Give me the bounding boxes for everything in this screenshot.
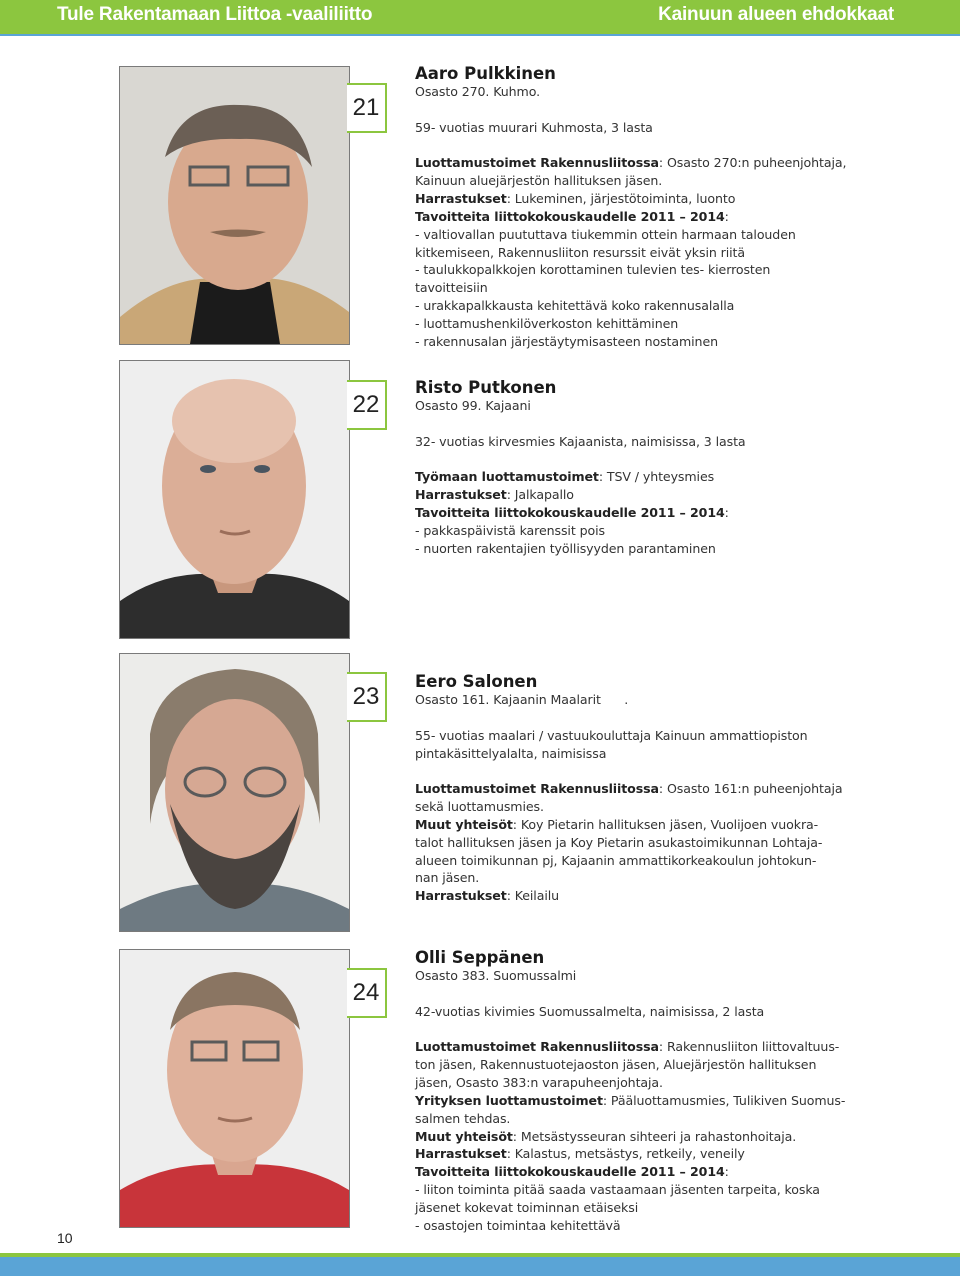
- company-line: salmen tehdas.: [415, 1110, 511, 1126]
- goal-line: - nuorten rakentajien työllisyyden parantaminen: [415, 540, 716, 556]
- header-right-title: Kainuun alueen ehdokkaat: [658, 4, 894, 25]
- candidate-info-olli-seppanen: [415, 948, 935, 1235]
- other-line: nan jäsen.: [415, 870, 480, 886]
- goals-heading: Tavoitteita liittokokouskaudelle 2011 – 2014:: [415, 1164, 729, 1180]
- candidate-info-aaro-pulkkinen: [415, 64, 935, 351]
- candidate-photo-aaro-pulkkinen: [119, 66, 350, 345]
- hobbies-label: Harrastukset: [415, 888, 507, 904]
- candidate-bio: 55- vuotias maalari / vastuukouluttaja Kainuun ammattiopiston: [415, 727, 808, 743]
- candidate-number-badge: 21: [347, 83, 387, 133]
- goal-line: - luottamushenkilöverkoston kehittäminen: [415, 315, 679, 331]
- other-line: talot hallituksen jäsen ja Koy Pietarin asukastoimikunnan Lohtaja-: [415, 834, 823, 850]
- hobbies-line: Harrastukset: Kalastus, metsästys, retkeily, veneily: [415, 1146, 745, 1162]
- roles-label: Työmaan luottamustoimet: [415, 469, 599, 485]
- candidate-name: Risto Putkonen: [415, 378, 557, 397]
- other-label: Muut yhteisöt: [415, 816, 513, 832]
- other-label: Muut yhteisöt: [415, 1128, 513, 1144]
- roles-label: Luottamustoimet Rakennusliitossa: [415, 781, 659, 797]
- goal-line: jäsenet kokevat toiminnan etäiseksi: [415, 1199, 639, 1215]
- candidate-number-badge: 23: [347, 672, 387, 722]
- candidate-photo-olli-seppanen: [119, 949, 350, 1228]
- page-number: 10: [57, 1230, 73, 1246]
- goal-line: - valtiovallan puututtava tiukemmin ottein harmaan talouden: [415, 226, 796, 242]
- header-divider: [0, 34, 960, 36]
- candidate-photo-risto-putkonen: [119, 360, 350, 639]
- goal-line: - pakkaspäivistä karenssit pois: [415, 522, 605, 538]
- other-line: alueen toimikunnan pj, Kajaanin ammattikorkeakoulun johtokun-: [415, 852, 817, 868]
- roles-line: Luottamustoimet Rakennusliitossa: Osasto 270:n puheenjohtaja,: [415, 155, 847, 171]
- candidate-info-eero-salonen: [415, 672, 935, 905]
- roles-line: Työmaan luottamustoimet: TSV / yhteysmies: [415, 469, 715, 485]
- candidate-bio: 32- vuotias kirvesmies Kajaanista, naimisissa, 3 lasta: [415, 433, 746, 449]
- hobbies-line: Harrastukset: Jalkapallo: [415, 487, 574, 503]
- page-header: [0, 0, 960, 34]
- roles-line: Luottamustoimet Rakennusliitossa: Osasto 161:n puheenjohtaja: [415, 781, 843, 797]
- goal-line: - osastojen toimintaa kehitettävä: [415, 1217, 621, 1233]
- hobbies-line: Harrastukset: Lukeminen, järjestötoiminta, luonto: [415, 191, 736, 207]
- candidate-bio: pintakäsittelyalalta, naimisissa: [415, 745, 607, 761]
- hobbies-line: Harrastukset: Keilailu: [415, 888, 560, 904]
- candidate-photo-eero-salonen: [119, 653, 350, 932]
- candidate-branch: Osasto 383. Suomussalmi: [415, 968, 577, 983]
- goals-heading: Tavoitteita liittokokouskaudelle 2011 – 2014:: [415, 208, 729, 224]
- goals-heading: Tavoitteita liittokokouskaudelle 2011 – 2014:: [415, 505, 729, 521]
- candidate-branch: Osasto 270. Kuhmo.: [415, 84, 540, 99]
- header-left-title: Tule Rakentamaan Liittoa -vaaliliitto: [57, 4, 373, 25]
- company-line: Yrityksen luottamustoimet: Pääluottamusmies, Tulikiven Suomus-: [415, 1092, 846, 1108]
- roles-line: Kainuun aluejärjestön hallituksen jäsen.: [415, 173, 663, 189]
- roles-line: jäsen, Osasto 383:n varapuheenjohtaja.: [415, 1075, 663, 1091]
- other-line: Muut yhteisöt: Metsästysseuran sihteeri ja rahastonhoitaja.: [415, 1128, 797, 1144]
- candidate-name: Eero Salonen: [415, 672, 538, 691]
- hobbies-label: Harrastukset: [415, 1146, 507, 1162]
- candidate-branch: Osasto 99. Kajaani: [415, 398, 531, 413]
- hobbies-label: Harrastukset: [415, 191, 507, 207]
- candidate-branch: Osasto 161. Kajaanin Maalarit .: [415, 692, 629, 707]
- footer-blue-band: [0, 1257, 960, 1276]
- goal-line: - taulukkopalkkojen korottaminen tulevien tes- kierrosten: [415, 262, 771, 278]
- goal-line: tavoitteisiin: [415, 280, 488, 296]
- roles-label: Luottamustoimet Rakennusliitossa: [415, 1039, 659, 1055]
- candidate-name: Olli Seppänen: [415, 948, 545, 967]
- other-line: Muut yhteisöt: Koy Pietarin hallituksen jäsen, Vuolijoen vuokra-: [415, 816, 819, 832]
- candidate-number-badge: 24: [347, 968, 387, 1018]
- hobbies-label: Harrastukset: [415, 487, 507, 503]
- goal-line: - liiton toiminta pitää saada vastaamaan jäsenten tarpeita, koska: [415, 1182, 820, 1198]
- candidate-name: Aaro Pulkkinen: [415, 64, 556, 83]
- roles-label: Luottamustoimet Rakennusliitossa: [415, 155, 659, 171]
- roles-line: Luottamustoimet Rakennusliitossa: Rakennusliiton liittovaltuus-: [415, 1039, 840, 1055]
- candidate-info-risto-putkonen: [415, 378, 935, 558]
- goal-line: - rakennusalan järjestäytymisasteen nostaminen: [415, 333, 718, 349]
- goal-line: - urakkapalkkausta kehitettävä koko rakennusalalla: [415, 298, 735, 314]
- candidate-bio: 59- vuotias muurari Kuhmosta, 3 lasta: [415, 119, 653, 135]
- roles-line: sekä luottamusmies.: [415, 799, 544, 815]
- candidate-number-badge: 22: [347, 380, 387, 430]
- roles-line: ton jäsen, Rakennustuotejaoston jäsen, Aluejärjestön hallituksen: [415, 1057, 817, 1073]
- candidate-bio: 42-vuotias kivimies Suomussalmelta, naimisissa, 2 lasta: [415, 1003, 765, 1019]
- goal-line: kitkemiseen, Rakennusliiton resurssit eivät yksin riitä: [415, 244, 745, 260]
- company-label: Yrityksen luottamustoimet: [415, 1092, 603, 1108]
